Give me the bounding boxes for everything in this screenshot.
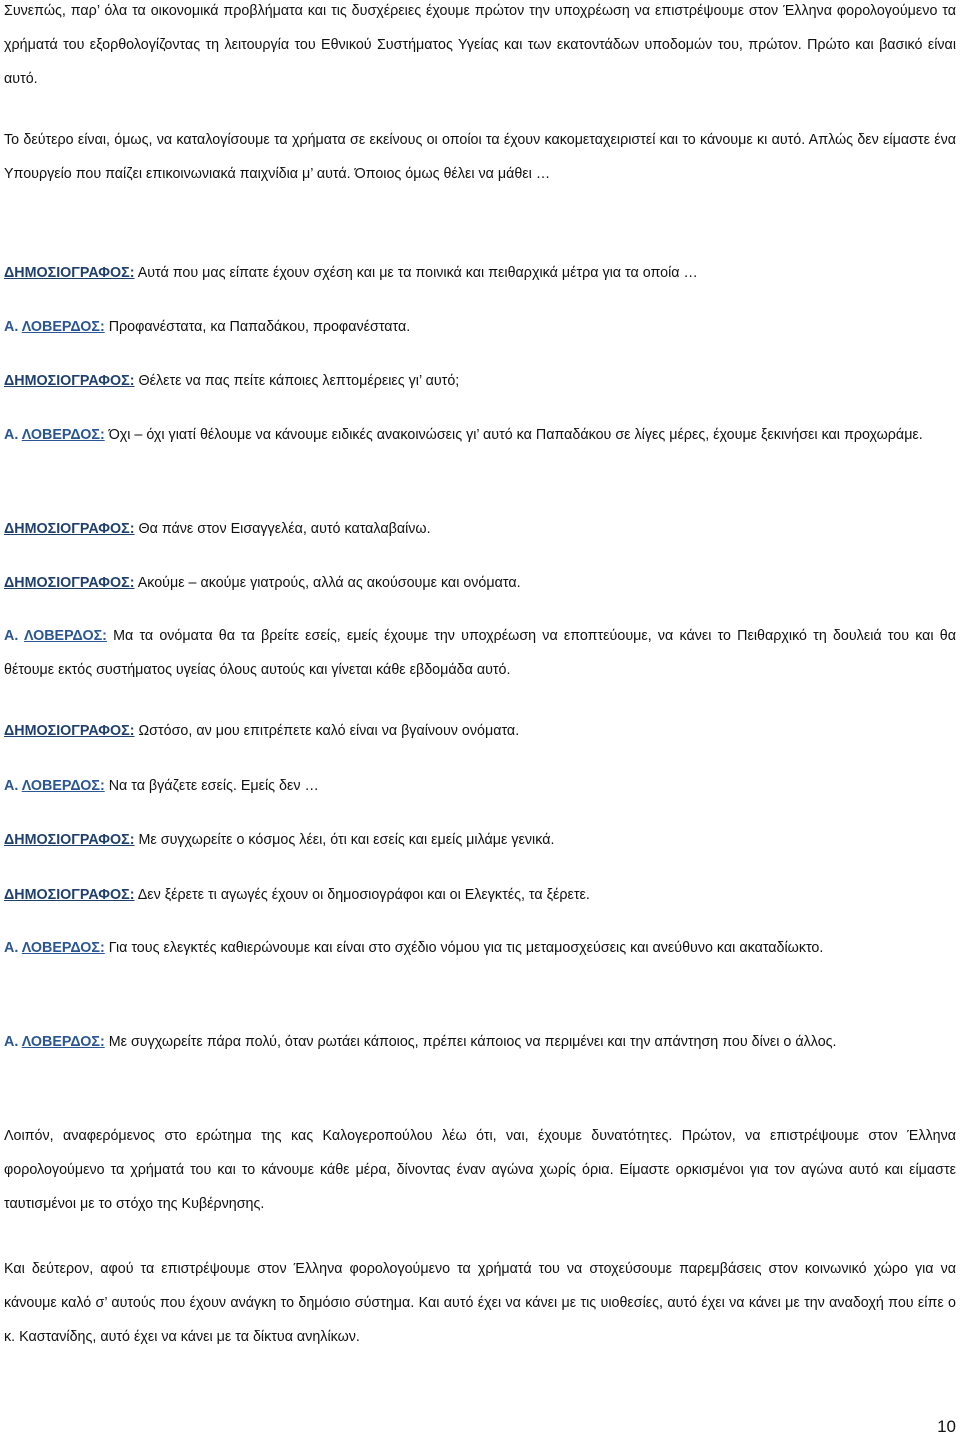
dialogue-line [4, 769, 956, 803]
dialogue-text: Προφανέστατα, κα Παπαδάκου, προφανέστατα. [104, 319, 411, 335]
speaker-journalist: ΔΗΜΟΣΙΟΓΡΑΦΟΣ: [4, 832, 135, 848]
dialogue-line [4, 878, 956, 912]
dialogue-text: Ακούμε – ακούμε γιατρούς, αλλά ας ακούσουμε και ονόματα. [134, 575, 521, 591]
paragraph-intro: Συνεπώς, παρ’ όλα τα οικονομικά προβλήματα και τις δυσχέρειες έχουμε πρώτον την υποχρέωση να επιστρέψουμε στον Έλληνα φορολογούμενο τα χρήματά του εξορθολογίζοντας τη λειτουργία του Εθνικού Συστήματος Υγείας και των εκατοντάδων υποδομών του, πρώτον. Πρώτο και βασικό είναι αυτό. [4, 3, 956, 87]
speaker-minister: Α. ΛΟΒΕΡΔΟΣ: [4, 940, 105, 956]
dialogue-line [4, 256, 956, 290]
dialogue-line [4, 1025, 956, 1059]
paragraph-closing-first: Λοιπόν, αναφερόμενος στο ερώτημα της κας Καλογεροπούλου λέω ότι, ναι, έχουμε δυνατότητες. Πρώτον, να επιστρέψουμε στον Έλληνα φορολογούμενο τα χρήματά του και το κάνουμε κάθε μέρα, δίνοντας έναν αγώνα χωρίς όρια. Είμαστε ορκισμένοι για τον αγώνα αυτό και είμαστε ταυτισμένοι με το στόχο της Κυβέρνησης. [4, 1128, 956, 1212]
dialogue-line [4, 418, 956, 452]
dialogue-text: Ωστόσο, αν μου επιτρέπετε καλό είναι να βγαίνουν ονόματα. [134, 723, 520, 739]
dialogue-text: Με συγχωρείτε πάρα πολύ, όταν ρωτάει κάποιος, πρέπει κάποιος να περιμένει και την απάντηση που δίνει ο άλλος. [104, 1034, 837, 1050]
dialogue-text: Θέλετε να πας πείτε κάποιες λεπτομέρειες γι’ αυτό; [134, 373, 460, 389]
dialogue-text: Να τα βγάζετε εσείς. Εμείς δεν … [104, 778, 319, 794]
speaker-minister: Α. ΛΟΒΕΡΔΟΣ: [4, 778, 105, 794]
dialogue-line [4, 310, 956, 344]
dialogue-line [4, 931, 956, 965]
dialogue-line [4, 364, 956, 398]
dialogue-line [4, 619, 956, 687]
speaker-journalist: ΔΗΜΟΣΙΟΓΡΑΦΟΣ: [4, 265, 135, 281]
dialogue-text: Δεν ξέρετε τι αγωγές έχουν οι δημοσιογράφοι και οι Ελεγκτές, τα ξέρετε. [134, 887, 590, 903]
dialogue-text: Για τους ελεγκτές καθιερώνουμε και είναι στο σχέδιο νόμου για τις μεταμοσχεύσεις και ανεύθυνο και ακαταδίωκτο. [104, 940, 824, 956]
speaker-minister: Α. ΛΟΒΕΡΔΟΣ: [4, 319, 105, 335]
speaker-journalist: ΔΗΜΟΣΙΟΓΡΑΦΟΣ: [4, 887, 135, 903]
speaker-minister: Α. ΛΟΒΕΡΔΟΣ: [4, 628, 107, 644]
dialogue-text: Όχι – όχι γιατί θέλουμε να κάνουμε ειδικές ανακοινώσεις γι’ αυτό κα Παπαδάκου σε λίγες μέρες, έχουμε ξεκινήσει και προχωράμε. [104, 427, 923, 443]
dialogue-line [4, 823, 956, 857]
dialogue-text: Αυτά που μας είπατε έχουν σχέση και με τα ποινικά και πειθαρχικά μέτρα για τα οποία … [134, 265, 698, 281]
speaker-minister: Α. ΛΟΒΕΡΔΟΣ: [4, 427, 105, 443]
speaker-journalist: ΔΗΜΟΣΙΟΓΡΑΦΟΣ: [4, 521, 135, 537]
speaker-journalist: ΔΗΜΟΣΙΟΓΡΑΦΟΣ: [4, 373, 135, 389]
paragraph-second: Το δεύτερο είναι, όμως, να καταλογίσουμε τα χρήματα σε εκείνους οι οποίοι τα έχουν κακομεταχειριστεί και το κάνουμε κι αυτό. Απλώς δεν είμαστε ένα Υπουργείο που παίζει επικοινωνιακά παιχνίδια μ’ αυτά. Όποιος όμως θέλει να μάθει … [4, 132, 956, 182]
dialogue-line [4, 714, 956, 748]
dialogue-line [4, 566, 956, 600]
page-number: 10 [937, 1417, 956, 1436]
speaker-journalist: ΔΗΜΟΣΙΟΓΡΑΦΟΣ: [4, 575, 135, 591]
speaker-journalist: ΔΗΜΟΣΙΟΓΡΑΦΟΣ: [4, 723, 135, 739]
dialogue-text: Μα τα ονόματα θα τα βρείτε εσείς, εμείς έχουμε την υποχρέωση να εποπτεύουμε, να κάνει το Πειθαρχικό τη δουλειά του και θα θέτουμε εκτός συστήματος υγείας όλους αυτούς και γίνεται κάθε εβδομάδα αυτό. [4, 628, 956, 678]
speaker-minister: Α. ΛΟΒΕΡΔΟΣ: [4, 1034, 105, 1050]
paragraph-closing-second: Και δεύτερον, αφού τα επιστρέψουμε στον Έλληνα φορολογούμενο τα χρήματά του να στοχεύσουμε παρεμβάσεις στον κοινωνικό χώρο για να κάνουμε καλό σ’ αυτούς που έχουν ανάγκη το δημόσιο σύστημα. Και αυτό έχει να κάνει με τις υιοθεσίες, αυτό έχει να κάνει με την αναδοχή που είπε ο κ. Καστανίδης, αυτό έχει να κάνει με τα δίκτυα ανηλίκων. [4, 1261, 956, 1345]
dialogue-line [4, 512, 956, 546]
dialogue-text: Θα πάνε στον Εισαγγελέα, αυτό καταλαβαίνω. [134, 521, 431, 537]
dialogue-text: Με συγχωρείτε ο κόσμος λέει, ότι και εσείς και εμείς μιλάμε γενικά. [134, 832, 555, 848]
